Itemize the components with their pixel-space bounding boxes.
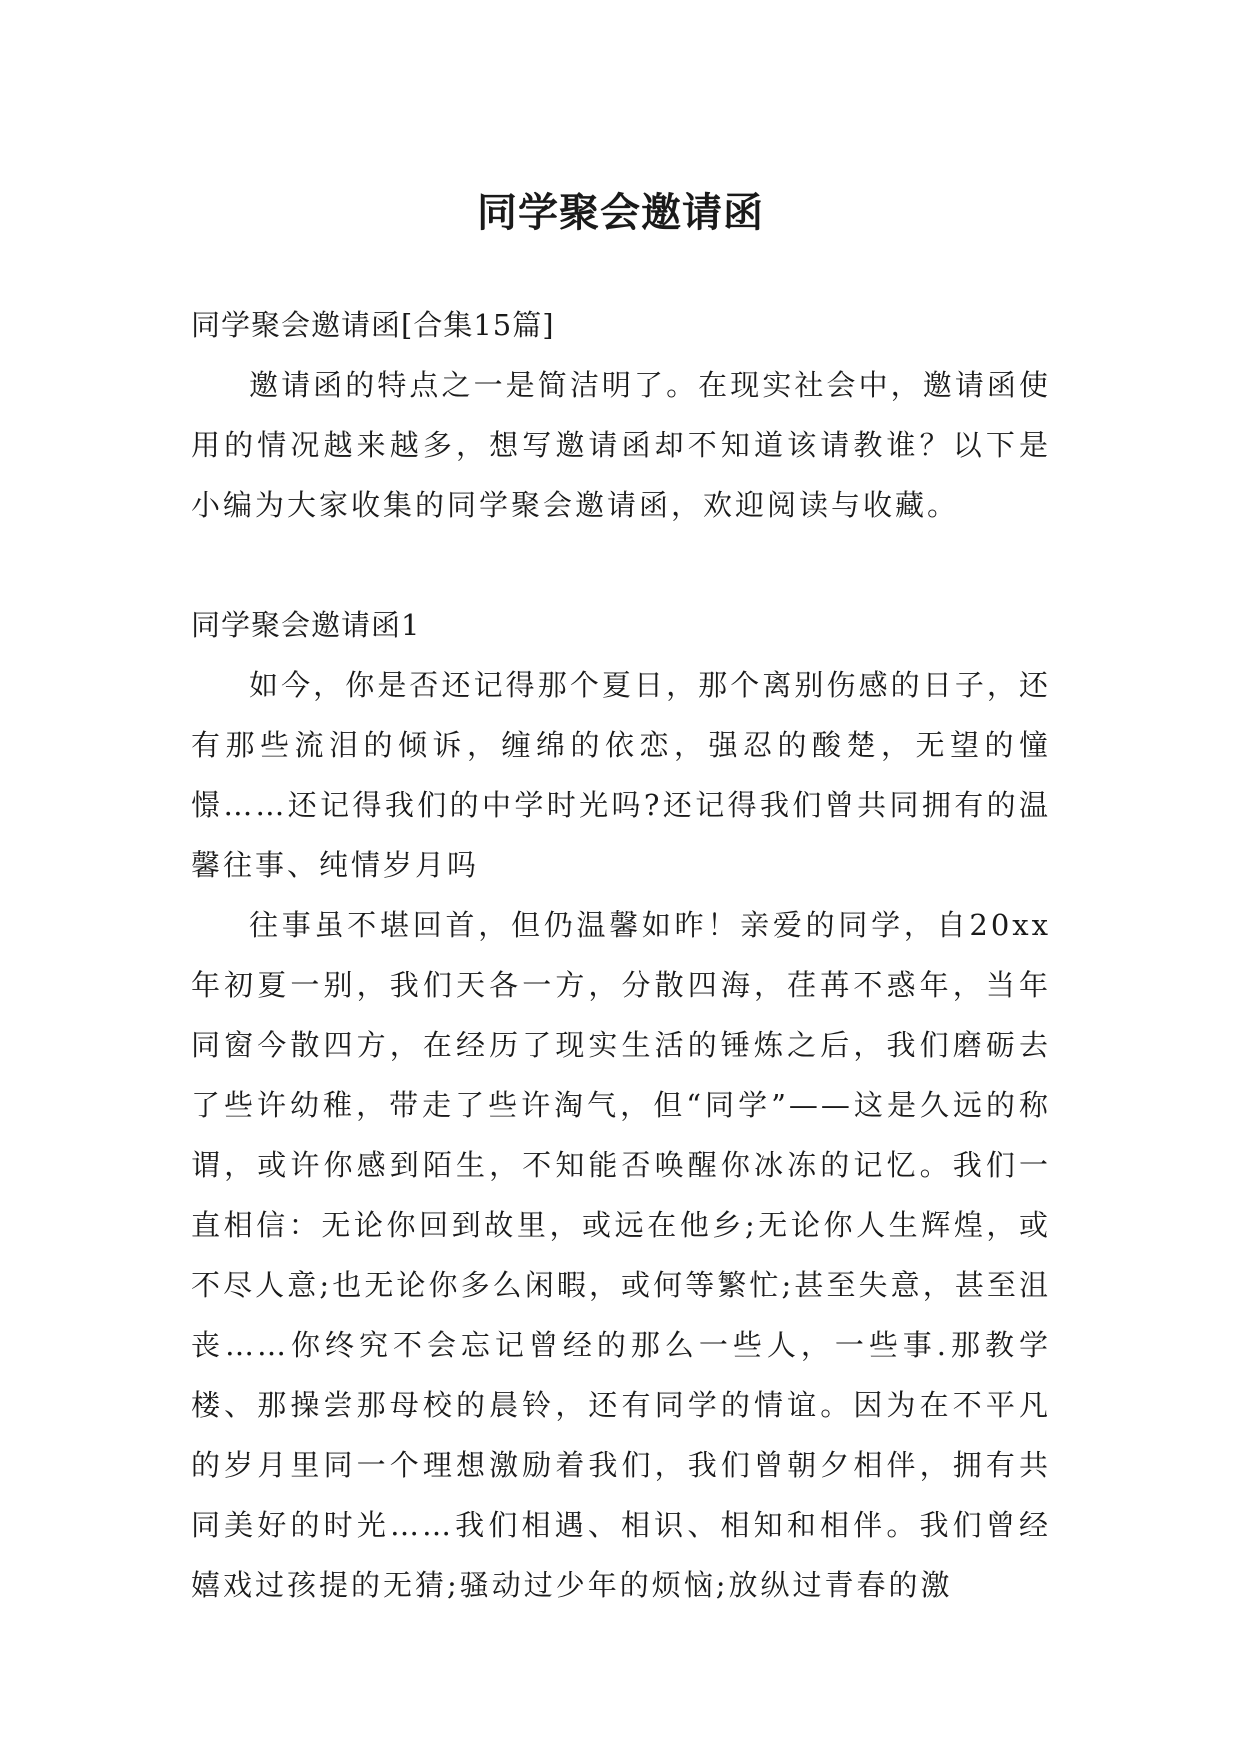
document-body xyxy=(191,295,1051,1615)
document-title: 同学聚会邀请函 xyxy=(477,188,764,236)
body-paragraph: 如今，你是否还记得那个夏日，那个离别伤感的日子，还有那些流泪的倾诉，缠绵的依恋，强忍的酸楚，无望的憧憬……还记得我们的中学时光吗?还记得我们曾共同拥有的温馨往事、纯情岁月吗 xyxy=(191,668,1051,882)
intro-paragraph: 邀请函的特点之一是简洁明了。在现实社会中，邀请函使用的情况越来越多，想写邀请函却不知道该请教谁？以下是小编为大家收集的同学聚会邀请函，欢迎阅读与收藏。 xyxy=(191,368,1051,522)
section-heading: 同学聚会邀请函1 xyxy=(191,608,421,642)
document-subtitle: 同学聚会邀请函[合集15篇] xyxy=(191,308,555,342)
body-paragraph: 往事虽不堪回首，但仍温馨如昨！亲爱的同学，自20xx年初夏一别，我们天各一方，分散四海，荏苒不惑年，当年同窗今散四方，在经历了现实生活的锤炼之后，我们磨砺去了些许幼稚，带走了些许淘气，但“同学”——这是久远的称谓，或许你感到陌生，不知能否唤醒你冰冻的记忆。我们一直相信：无论你回到故里，或远在他乡;无论你人生辉煌，或不尽人意;也无论你多么闲暇，或何等繁忙;甚至失意，甚至沮丧……你终究不会忘记曾经的那么一些人，一些事.那教学楼、那操尝那母校的晨铃，还有同学的情谊。因为在不平凡的岁月里同一个理想激励着我们，我们曾朝夕相伴，拥有共同美好的时光……我们相遇、相识、相知和相伴。我们曾经嬉戏过孩提的无猜;骚动过少年的烦恼;放纵过青春的激 xyxy=(191,908,1051,1602)
section-spacer xyxy=(191,535,1051,595)
